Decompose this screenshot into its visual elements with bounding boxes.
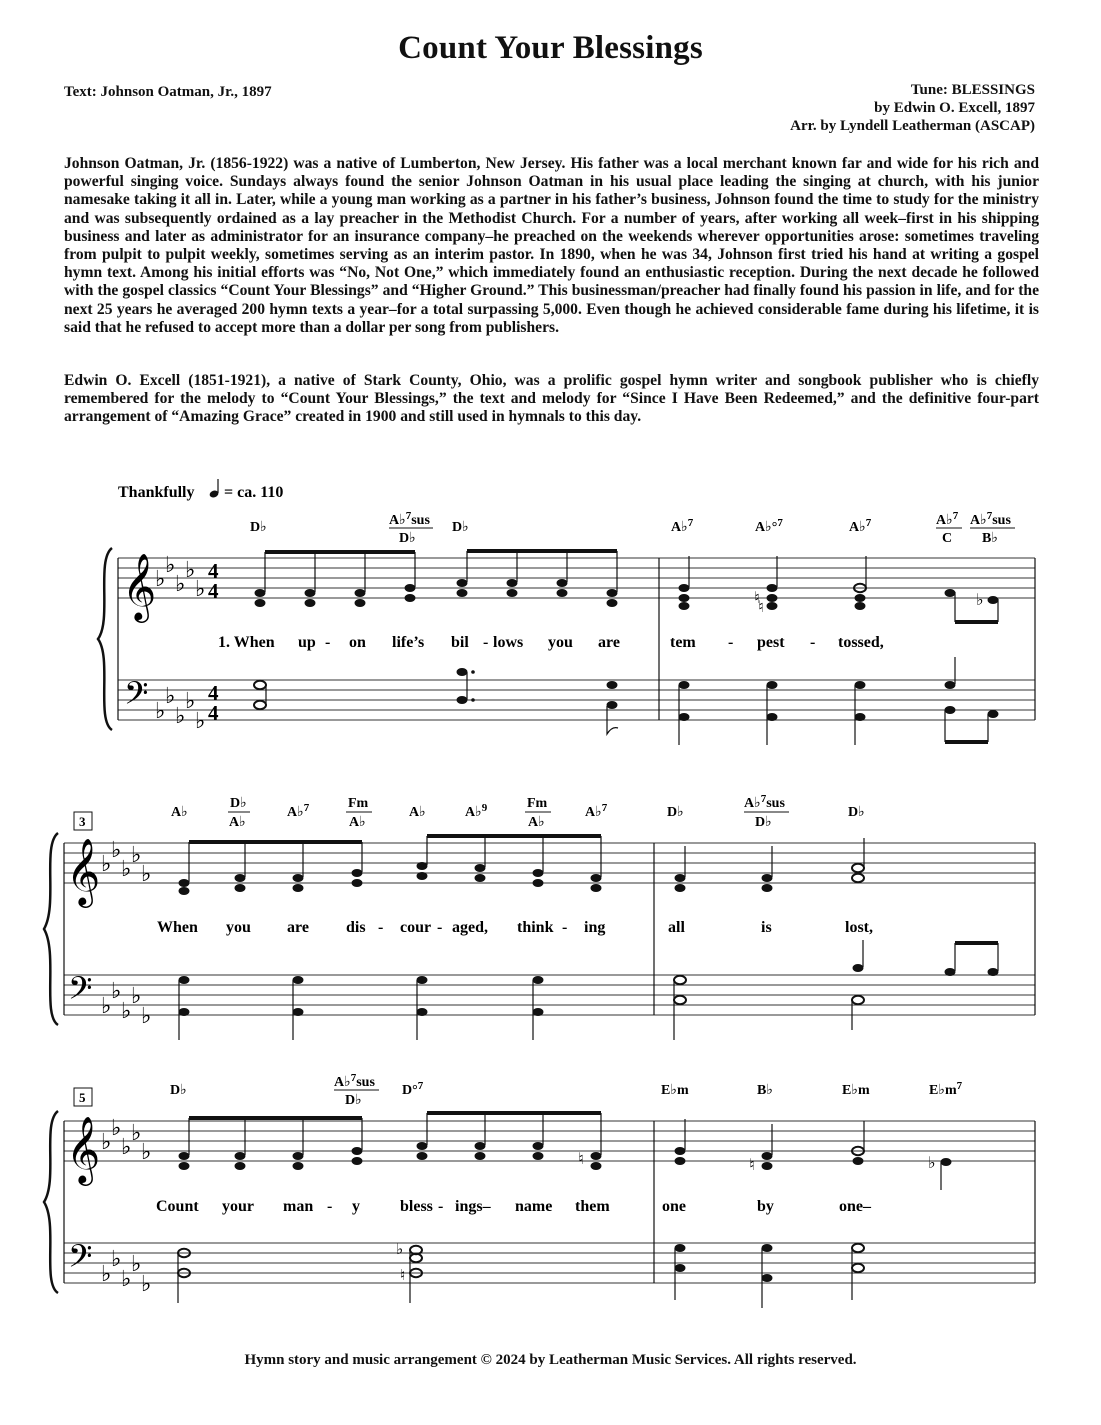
lyric-syllable: cour xyxy=(400,919,432,936)
bass-notes xyxy=(254,657,999,745)
chord-symbol: A♭ xyxy=(409,805,426,820)
lyric-syllable: are xyxy=(598,634,620,651)
chord-symbol: D°$^7$ xyxy=(402,1080,424,1098)
svg-text:♮: ♮ xyxy=(578,1151,584,1168)
music-system-1 xyxy=(98,510,1035,745)
bass-staff xyxy=(64,972,1035,1028)
key-signature-flats xyxy=(101,1115,151,1164)
lyric-syllable: Count xyxy=(156,1198,199,1215)
key-signature-flats xyxy=(101,837,151,886)
lyric-syllable: man xyxy=(283,1198,314,1215)
chord-symbols-row xyxy=(171,793,865,830)
arranger-line: Arr. by Lyndell Leatherman (ASCAP) xyxy=(790,118,1035,134)
chord-symbol: B♭ xyxy=(757,1083,773,1098)
svg-text:♭: ♭ xyxy=(131,1120,142,1145)
bass-clef-icon: 𝄢 xyxy=(124,677,149,719)
music-system-2 xyxy=(44,793,1035,1040)
svg-text:4: 4 xyxy=(208,701,219,725)
chord-symbol: A♭°$^7$ xyxy=(755,517,783,535)
hymn-title: Count Your Blessings xyxy=(398,30,703,66)
svg-text:♭: ♭ xyxy=(185,688,196,713)
lyric-syllable: by xyxy=(757,1198,774,1215)
lyric-hyphen: - xyxy=(483,634,489,651)
lyric-hyphen: - xyxy=(437,919,443,936)
lyric-syllable: y xyxy=(352,1198,360,1215)
svg-text:D♭: D♭ xyxy=(399,531,416,546)
chord-symbol: A♭ xyxy=(171,805,188,820)
grand-staff-brace xyxy=(44,833,58,1025)
lyric-syllable: up xyxy=(298,634,316,651)
lyric-syllable: you xyxy=(548,634,573,651)
hymn-story-paragraph-1: Johnson Oatman, Jr. (1856-1922) was a native of Lumberton, New Jersey. His father was a local merchant known far and wide for his rich and powerful singing voice. Sundays always found the senior Johnson Oatman in his usual place leading the singing at church, with his junior namesake taking it all in. Later, while a young man working as a partner in his father’s business, Johnson found the time to study for the ministry and was subsequently ordained as a lay preacher in the Methodist Church. For a number of years, after working all week–first in his shipping business and later as administrator for an insurance company–he preached on the weekends wherever opportunities arose: sometimes traveling from pulpit to pulpit weekly, sometimes serving as an interim pastor. In 1890, when he was 34, Johnson first tried his hand at writing a gospel hymn text. Among his initial efforts was “No, Not One,” which immediately found an enthusiastic reception. During the next decade he followed with the gospel classics “Count Your Blessings” and “Higher Ground.” This businessman/preacher had finally found his passion in life, and for the next 25 years he averaged 200 hymn texts a year–for a total surpassing 5,000. Even though he achieved considerable fame during his lifetime, it is said that he refused to accept more than a dollar per song from publishers. xyxy=(64,155,1039,336)
lyric-syllable: When xyxy=(157,919,198,936)
chord-symbol: $E♭m^7$ xyxy=(929,1080,963,1098)
svg-text:♭: ♭ xyxy=(131,1251,142,1276)
chord-symbol: D♭ xyxy=(250,520,267,535)
lyric-hyphen: - xyxy=(562,919,568,936)
svg-text:♭: ♭ xyxy=(976,592,984,609)
svg-text:♭: ♭ xyxy=(111,1115,122,1140)
svg-text:♭: ♭ xyxy=(101,993,112,1018)
svg-text:♭: ♭ xyxy=(111,837,122,862)
bass-staff xyxy=(64,1240,1035,1296)
chord-symbol: A♭$^7$sus xyxy=(744,793,785,811)
svg-text:♭: ♭ xyxy=(185,557,196,582)
chord-symbols-row xyxy=(170,1072,963,1108)
treble-staff xyxy=(64,837,1035,908)
lyric-syllable: ings– xyxy=(455,1198,491,1215)
chord-symbol: Fm xyxy=(527,796,548,811)
lyric-hyphen: - xyxy=(438,1198,444,1215)
chord-symbol: Fm xyxy=(348,796,369,811)
time-signature-bottom: 4 xyxy=(208,579,219,603)
svg-text:♭: ♭ xyxy=(121,998,132,1023)
chord-symbol: D♭ xyxy=(452,520,469,535)
copyright-footer: Hymn story and music arrangement © 2024 by Leatherman Music Services. All rights reserved. xyxy=(244,1352,857,1368)
chord-symbol: D♭ xyxy=(667,805,684,820)
tempo-marking xyxy=(118,479,283,501)
grand-staff-brace xyxy=(44,1111,58,1293)
bass-notes xyxy=(179,940,999,1040)
chord-symbol: A♭$^7$sus xyxy=(389,510,430,528)
lyric-syllable: all xyxy=(668,919,685,936)
lyric-syllable: one xyxy=(662,1198,686,1215)
lyric-syllable: dis xyxy=(346,919,366,936)
lyrics-line xyxy=(157,919,873,936)
svg-text:♭: ♭ xyxy=(165,683,176,708)
treble-staff xyxy=(64,1115,1035,1186)
svg-text:♮: ♮ xyxy=(758,599,764,616)
chord-symbol: A♭$^9$ xyxy=(465,802,488,820)
chord-symbol: D♭ xyxy=(230,796,247,811)
lyric-syllable: tem xyxy=(670,634,696,651)
svg-text:♭: ♭ xyxy=(165,552,176,577)
lyric-hyphen: - xyxy=(378,919,384,936)
chord-symbol: A♭$^7$sus xyxy=(334,1072,375,1090)
svg-text:D♭: D♭ xyxy=(755,815,772,830)
music-system-3 xyxy=(44,1072,1035,1308)
svg-text:♭: ♭ xyxy=(195,576,206,601)
chord-symbol: A♭$^7$ xyxy=(585,802,608,820)
chord-symbol: D♭ xyxy=(848,805,865,820)
svg-text:C: C xyxy=(942,531,953,546)
lyric-syllable: name xyxy=(515,1198,553,1215)
measure-number: 5 xyxy=(79,1090,86,1105)
svg-text:♭: ♭ xyxy=(131,983,142,1008)
chord-symbols-row xyxy=(250,510,1015,546)
svg-text:4: 4 xyxy=(208,681,219,705)
svg-text:♭: ♭ xyxy=(141,1271,152,1296)
chord-symbol: A♭$^7$ xyxy=(849,517,872,535)
composer-line: by Edwin O. Excell, 1897 xyxy=(874,100,1035,116)
lyric-syllable: on xyxy=(349,634,366,651)
key-signature-flats xyxy=(155,552,205,601)
treble-notes-measure-6 xyxy=(675,1119,952,1190)
treble-clef-icon: 𝄞 xyxy=(122,554,157,619)
svg-text:♭: ♭ xyxy=(131,842,142,867)
chord-symbol: A♭$^7$ xyxy=(936,510,959,528)
svg-text:♭: ♭ xyxy=(111,1246,122,1271)
svg-text:A♭: A♭ xyxy=(528,815,545,830)
svg-text:♭: ♭ xyxy=(175,703,186,728)
lyric-syllable: are xyxy=(287,919,309,936)
tempo-value: = ca. 110 xyxy=(224,484,284,501)
svg-text:♮: ♮ xyxy=(754,590,760,607)
lyric-syllable: pest xyxy=(757,634,785,651)
lyric-syllable: your xyxy=(222,1198,254,1215)
bass-staff xyxy=(118,677,1035,733)
measure-number: 3 xyxy=(79,814,86,829)
svg-text:♭: ♭ xyxy=(121,1134,132,1159)
treble-notes-measure-4 xyxy=(675,838,865,892)
svg-text:♭: ♭ xyxy=(928,1155,936,1172)
svg-text:B♭: B♭ xyxy=(982,531,998,546)
treble-clef-icon: 𝄞 xyxy=(66,1117,101,1182)
svg-text:♭: ♭ xyxy=(155,698,166,723)
lyric-syllable: think xyxy=(517,919,554,936)
lyric-syllable: life’s xyxy=(392,634,425,651)
svg-text:♭: ♭ xyxy=(141,1139,152,1164)
svg-text:♭: ♭ xyxy=(101,1129,112,1154)
lyric-hyphen: - xyxy=(327,1198,333,1215)
treble-clef-icon: 𝄞 xyxy=(66,839,101,904)
chord-symbol: A♭$^7$sus xyxy=(970,510,1011,528)
svg-text:♮: ♮ xyxy=(749,1157,755,1174)
lyrics-line xyxy=(218,634,884,651)
svg-text:♭: ♭ xyxy=(111,978,122,1003)
sheet-music-score xyxy=(0,470,1101,1320)
lyric-syllable: bil xyxy=(451,634,469,651)
svg-text:D♭: D♭ xyxy=(345,1093,362,1108)
grand-staff-brace xyxy=(98,548,112,730)
lyric-syllable: 1. When xyxy=(218,634,275,651)
lyric-syllable: aged, xyxy=(452,919,488,936)
tune-name-line: Tune: BLESSINGS xyxy=(910,82,1035,98)
lyric-hyphen: - xyxy=(810,634,816,651)
svg-text:A♭: A♭ xyxy=(229,815,246,830)
treble-notes-measure-2 xyxy=(679,556,999,624)
lyric-syllable: tossed, xyxy=(838,634,884,651)
chord-symbol: A♭$^7$ xyxy=(671,517,694,535)
lyric-syllable: is xyxy=(761,919,772,936)
lyric-syllable: ing xyxy=(584,919,606,936)
svg-text:♭: ♭ xyxy=(141,861,152,886)
lyric-syllable: you xyxy=(226,919,251,936)
svg-text:♭: ♭ xyxy=(121,856,132,881)
lyric-syllable: bless xyxy=(400,1198,433,1215)
lyric-syllable: lost, xyxy=(845,919,873,936)
chord-symbol: A♭$^7$ xyxy=(287,802,310,820)
lyric-syllable: lows xyxy=(493,634,524,651)
svg-text:♭: ♭ xyxy=(195,708,206,733)
svg-text:♭: ♭ xyxy=(101,851,112,876)
svg-text:♭: ♭ xyxy=(121,1266,132,1291)
chord-symbol: E♭m xyxy=(842,1083,870,1098)
treble-staff xyxy=(118,552,1035,623)
chord-symbol: D♭ xyxy=(170,1083,187,1098)
tempo-word: Thankfully xyxy=(118,484,195,501)
text-credit: Text: Johnson Oatman, Jr., 1897 xyxy=(64,84,272,100)
bass-clef-icon: 𝄢 xyxy=(68,972,93,1014)
svg-text:♮: ♮ xyxy=(400,1268,406,1284)
tune-credit xyxy=(790,81,1035,135)
lyric-hyphen: - xyxy=(728,634,734,651)
chord-symbol: E♭m xyxy=(661,1083,689,1098)
lyrics-line xyxy=(156,1198,872,1215)
time-signature-top: 4 xyxy=(208,559,219,583)
bass-notes xyxy=(178,1242,864,1308)
svg-text:♭: ♭ xyxy=(141,1003,152,1028)
svg-text:♭: ♭ xyxy=(101,1261,112,1286)
lyric-syllable: one– xyxy=(839,1198,871,1215)
svg-text:♭: ♭ xyxy=(396,1242,404,1258)
hymn-story-paragraph-2: Edwin O. Excell (1851-1921), a native of Stark County, Ohio, was a prolific gospel hymn writer and songbook publisher who is chiefly remembered for the melody to “Count Your Blessings,” the text and melody for “Since I Have Been Redeemed,” and the definitive four-part arrangement of “Amazing Grace” created in 1900 and still used in hymnals to this day. xyxy=(64,372,1039,426)
svg-text:A♭: A♭ xyxy=(349,815,366,830)
svg-text:♭: ♭ xyxy=(155,566,166,591)
svg-text:♭: ♭ xyxy=(175,571,186,596)
bass-clef-icon: 𝄢 xyxy=(68,1240,93,1282)
lyric-syllable: them xyxy=(575,1198,610,1215)
lyric-hyphen: - xyxy=(325,634,331,651)
